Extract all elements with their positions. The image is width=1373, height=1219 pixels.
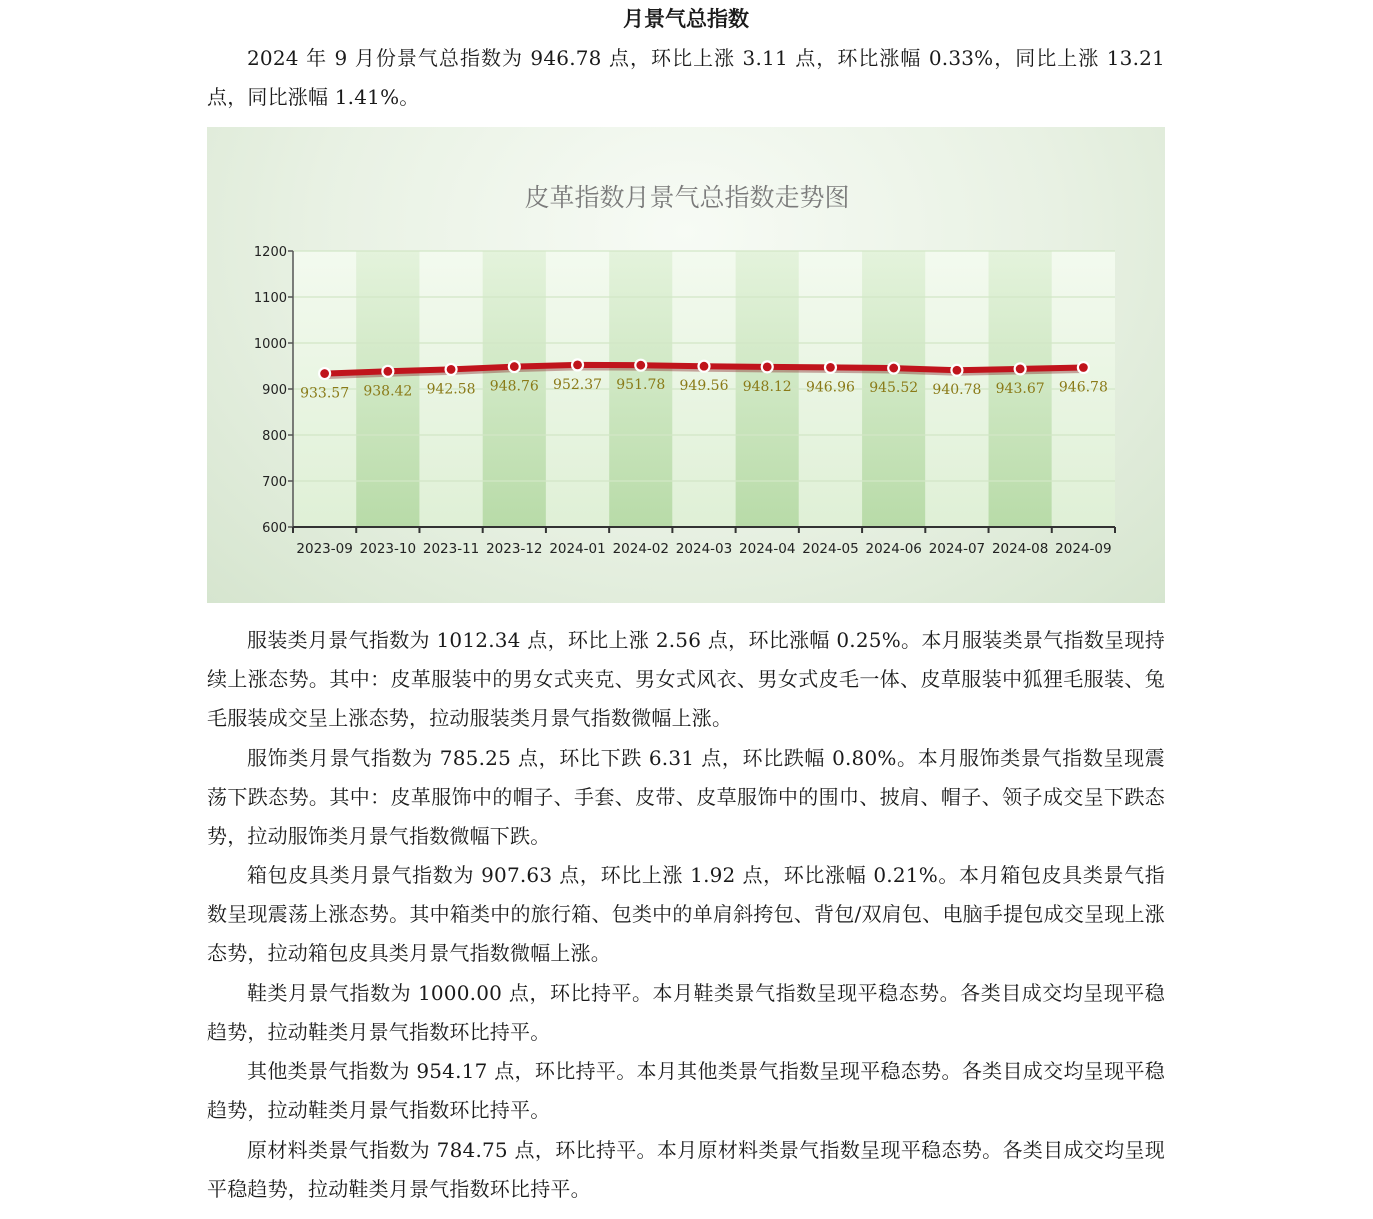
data-label: 945.52 (869, 380, 919, 397)
data-label: 943.67 (995, 380, 1045, 397)
data-point (1078, 362, 1089, 373)
x-tick-label: 2024-08 (991, 541, 1049, 557)
data-label: 949.56 (679, 378, 729, 395)
x-tick-label: 2024-02 (612, 541, 669, 557)
others-paragraph: 其他类景气指数为 954.17 点，环比持平。本月其他类景气指数呈现平稳态势。各类目成交均呈现平稳趋势，拉动鞋类月景气指数环比持平。 (207, 1059, 1165, 1123)
data-point (319, 368, 330, 379)
data-point (699, 361, 710, 372)
y-tick-label: 1000 (253, 337, 287, 352)
x-tick-label: 2023-11 (422, 541, 480, 557)
accessories-paragraph: 服饰类月景气指数为 785.25 点，环比下跌 6.31 点，环比跌幅 0.80%。本月服饰类景气指数呈现震荡下跌态势。其中：皮革服饰中的帽子、手套、皮带、皮草服饰中的围巾、披肩、帽子、领子成交呈下跌态势，拉动服饰类月景气指数微幅下跌。 (207, 746, 1165, 849)
x-tick-label: 2023-10 (359, 541, 417, 557)
data-point (572, 359, 583, 370)
data-label: 938.42 (363, 383, 413, 400)
y-tick-label: 800 (262, 429, 287, 444)
index-trend-chart (207, 127, 1165, 603)
bags-paragraph: 箱包皮具类月景气指数为 907.63 点，环比上涨 1.92 点，环比涨幅 0.21%。本月箱包皮具类景气指数呈现震荡上涨态势。其中箱类中的旅行箱、包类中的单肩斜挎包、背包/双肩包、电脑手提包成交呈现上涨态势，拉动箱包皮具类月景气指数微幅上涨。 (207, 863, 1165, 966)
y-tick-label: 1100 (253, 291, 287, 306)
data-point (951, 365, 962, 376)
x-tick-label: 2024-09 (1055, 541, 1112, 557)
data-label: 946.78 (1058, 379, 1108, 396)
x-tick-label: 2024-01 (549, 541, 606, 557)
data-point (762, 361, 773, 372)
y-tick-label: 700 (262, 475, 287, 490)
data-point (1015, 363, 1026, 374)
apparel-paragraph: 服装类月景气指数为 1012.34 点，环比上涨 2.56 点，环比涨幅 0.25%。本月服装类景气指数呈现持续上涨态势。其中：皮革服装中的男女式夹克、男女式风衣、男女式皮毛一体、皮草服装中狐狸毛服装、兔毛服装成交呈上涨态势，拉动服装类月景气指数微幅上涨。 (207, 628, 1165, 731)
data-point (382, 366, 393, 377)
x-tick-label: 2023-12 (486, 541, 543, 557)
x-tick-label: 2023-09 (296, 541, 353, 557)
data-label: 951.78 (616, 377, 666, 394)
materials-paragraph: 原材料类景气指数为 784.75 点，环比持平。本月原材料类景气指数呈现平稳态势。各类目成交均呈现平稳趋势，拉动鞋类月景气指数环比持平。 (207, 1138, 1165, 1202)
x-tick-label: 2024-05 (802, 541, 859, 557)
y-tick-label: 900 (262, 383, 287, 398)
data-label: 948.12 (742, 378, 792, 395)
data-point (888, 363, 899, 374)
shoes-paragraph: 鞋类月景气指数为 1000.00 点，环比持平。本月鞋类景气指数呈现平稳态势。各类目成交均呈现平稳趋势，拉动鞋类月景气指数环比持平。 (207, 981, 1165, 1045)
data-point (509, 361, 520, 372)
data-label: 946.96 (805, 379, 855, 396)
y-tick-label: 1200 (253, 245, 287, 260)
x-tick-label: 2024-06 (865, 541, 922, 557)
chart-title: 皮革指数月景气总指数走势图 (524, 183, 850, 212)
x-tick-label: 2024-07 (928, 541, 986, 557)
data-label: 952.37 (553, 376, 603, 393)
data-label: 933.57 (300, 385, 350, 402)
x-tick-label: 2024-04 (739, 541, 796, 557)
x-tick-labels (296, 541, 1111, 557)
data-label: 942.58 (426, 381, 476, 398)
data-label: 948.76 (489, 378, 539, 395)
y-tick-labels (254, 245, 287, 536)
intro-paragraph: 2024 年 9 月份景气总指数为 946.78 点，环比上涨 3.11 点，环比涨幅 0.33%，同比上涨 13.21 点，同比涨幅 1.41%。 (207, 46, 1165, 110)
y-tick-label: 600 (262, 521, 287, 536)
data-point (446, 364, 457, 375)
x-tick-label: 2024-03 (675, 541, 733, 557)
chart-svg (207, 127, 1165, 603)
section-heading: 月景气总指数 (623, 7, 749, 31)
data-point (635, 360, 646, 371)
data-point (825, 362, 836, 373)
data-label: 940.78 (932, 382, 982, 399)
